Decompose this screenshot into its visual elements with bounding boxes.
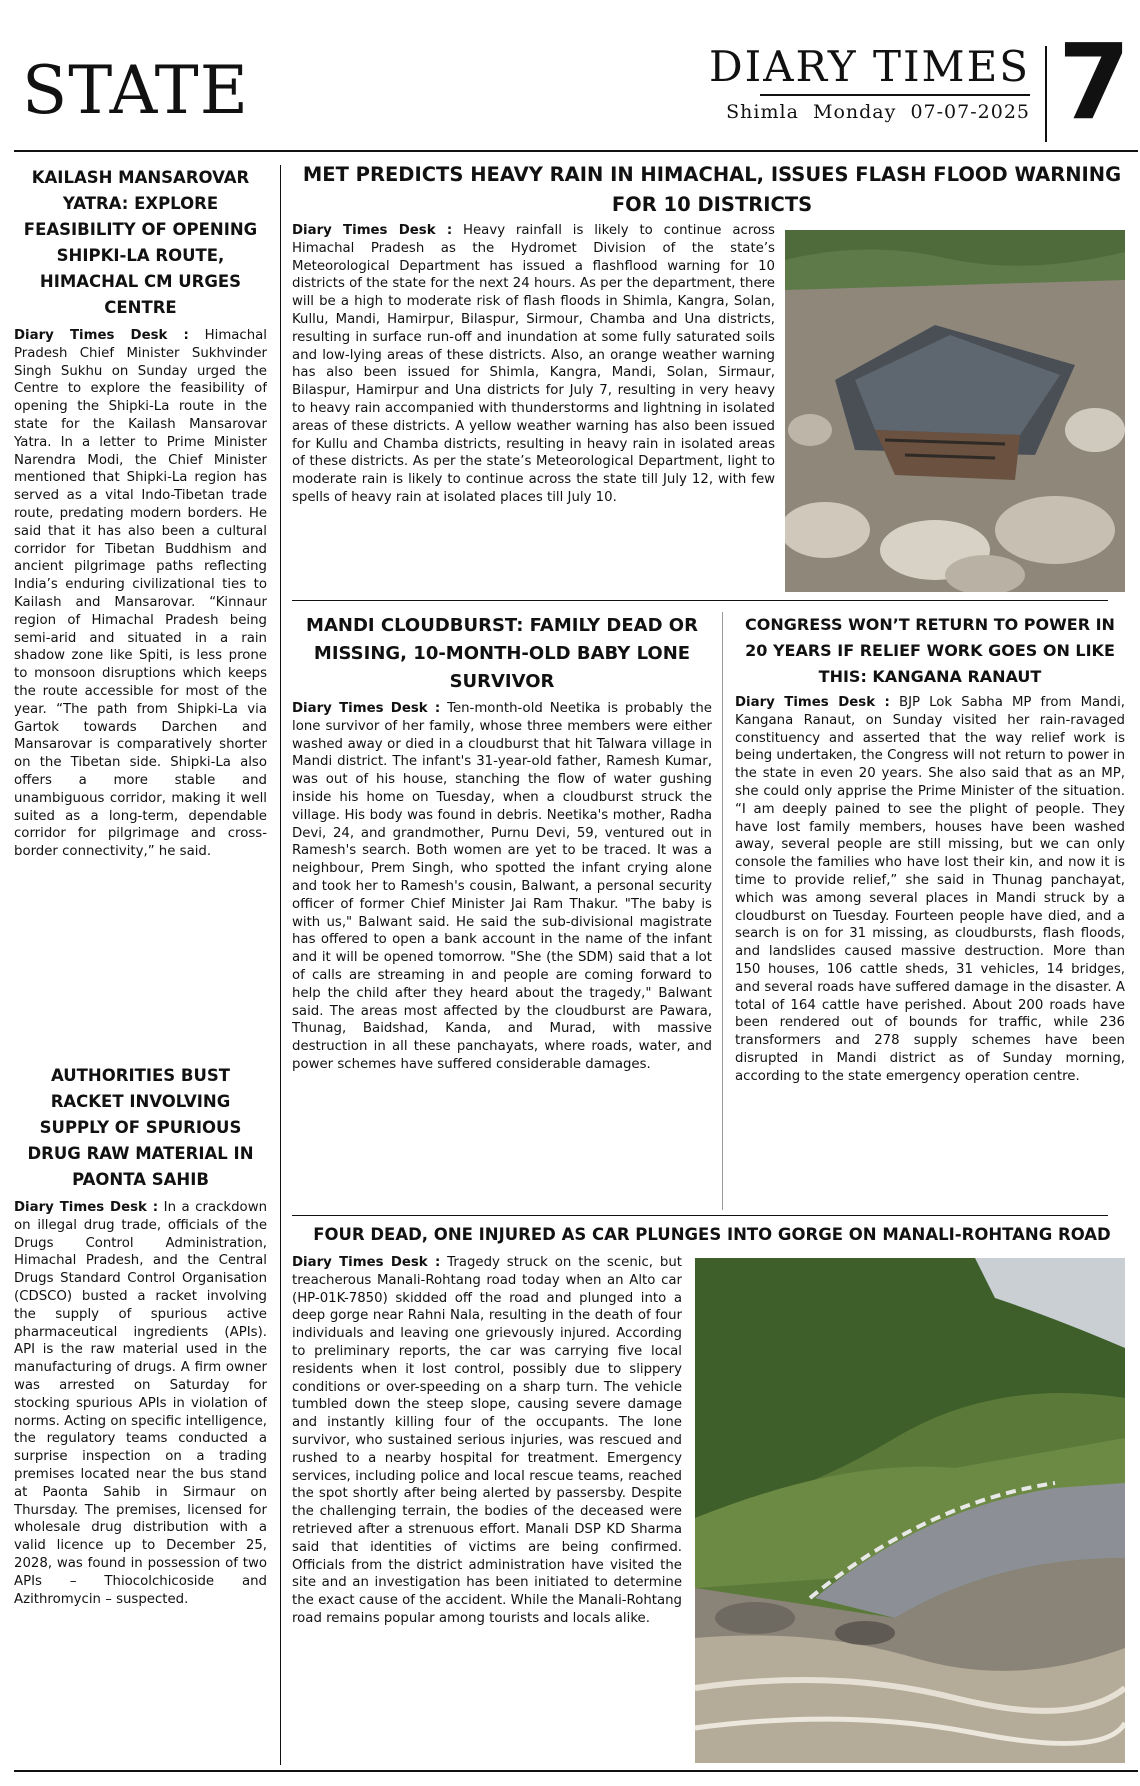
article-text: Tragedy struck on the scenic, but treacherous Manali-Rohtang road today when an Alto car (HP-01K-7850) skidded off the road and plunged into a deep gorge near Rahni Nala, resulting in the death of four individuals and leaving one grievously injured. According to preliminary reports, the car was carrying five local residents when it lost control, possibly due to slippery conditions or over-speeding on a sharp turn. The vehicle tumbled down the steep slope, causing severe damage and instantly killing four of the occupants. The lone survivor, who sustained serious injuries, was rescued and rushed to a nearby hospital for treatment. Emergency services, including police and local rescue teams, reached the spot shortly after being alerted by passersby. Despite the challenging terrain, the bodies of the deceased were retrieved after a strenuous effort. Manali DSP KD Sharma said that identities of victims are being confirmed. Officials from the district administration have visited the site and an investigation has been initiated to determine the exact cause of the accident. While the Manali-Rohtang road remains popular among tourists and locals alike.: [292, 1255, 682, 1626]
article-body: [292, 700, 712, 1074]
byline: Diary Times Desk :: [292, 223, 453, 238]
byline: Diary Times Desk :: [292, 1255, 441, 1270]
headline-met: MET PREDICTS HEAVY RAIN IN HIMACHAL, ISSUES FLASH FLOOD WARNING FOR 10 DISTRICTS: [302, 163, 1122, 216]
headline: KAILASH MANSAROVAR YATRA: EXPLORE FEASIBILITY OF OPENING SHIPKI-LA ROUTE, HIMACHAL CM URGES CENTRE: [23, 168, 258, 317]
article-manali: [292, 1254, 682, 1764]
manali-road-image: [695, 1258, 1125, 1763]
article-body: [292, 222, 775, 507]
article-text: Himachal Pradesh Chief Minister Sukhvinder Singh Sukhu on Sunday urged the Centre to explore the feasibility of opening the Shipki-La route in the state for the Kailash Mansarovar Yatra. In a letter to Prime Minister Narendra Modi, the Chief Minister mentioned that Shipki-La region has served as a vital Indo-Tibetan trade route, predating modern borders. He said that it has also been a cultural corridor for Tibetan Buddhism and ancient pilgrimage paths reflecting India’s enduring civilizational ties to Kailash and Mansarovar. “Kinnaur region of Himachal Pradesh being semi-arid and situated in a rain shadow zone like Spiti, is less prone to monsoon disruptions which keeps the route accessible for most of the year. “The path from Shipki-La via Gartok towards Darchen and Mansarovar is comparatively shorter on the Tibetan side. Shipki-La also offers a more stable and unambiguous corridor, making it well suited as a long-term, dependable corridor for pilgrimage and cross-border connectivity,” he said.: [14, 328, 267, 860]
article-mandi: [292, 612, 712, 1210]
headline: AUTHORITIES BUST RACKET INVOLVING SUPPLY OF SPURIOUS DRUG RAW MATERIAL IN PAONTA SAHIB: [27, 1066, 254, 1189]
article-congress: [735, 612, 1125, 1210]
top-rule: [14, 150, 1138, 152]
collapsed-house-image: [785, 230, 1125, 592]
newspaper-name: DIARY TIMES: [708, 42, 1030, 91]
article-body: [14, 1199, 267, 1608]
issue-date: 07-07-2025: [910, 101, 1030, 123]
column-divider: [280, 165, 281, 1765]
article-body: [292, 1254, 682, 1628]
photo-manali-road: [695, 1258, 1125, 1763]
byline: Diary Times Desk :: [14, 1200, 159, 1215]
headline: MANDI CLOUDBURST: FAMILY DEAD OR MISSING, 10-MONTH-OLD BABY LONE SURVIVOR: [306, 615, 698, 692]
article-drug-racket: [14, 1063, 267, 1768]
byline: Diary Times Desk :: [735, 695, 890, 710]
article-text: Ten-month-old Neetika is probably the lone survivor of her family, whose three members were either washed away or died in a cloudburst that hit Talwara village in Mandi district. The infant's 31-year-old father, Ramesh Kumar, was out of his house, stanching the flow of water gushing inside his home on Tuesday, when a cloudburst struck the village. His body was found in debris. Neetika's mother, Radha Devi, 24, and grandmother, Purnu Devi, 59, ventured out in Ramesh's search. Both women are yet to be traced. It was a neighbour, Prem Singh, who spotted the infant crying alone and took her to Ramesh's cousin, Balwant, a personal security officer of former Chief Minister Jai Ram Thakur. "The baby is with us," Balwant said. He said the sub-divisional magistrate has offered to open a bank account in the name of the infant and it will be opened tomorrow. "She (the SDM) said that a lot of calls are streaming in and people are coming forward to help the child after they heard about the tragedy," Balwant said. The areas most affected by the cloudburst are Pawara, Thunag, Baidshad, Kanda, and Murad, with massive destruction in all these panchayats, where roads, water, and power schemes have suffered considerable damages.: [292, 701, 712, 1072]
byline: Diary Times Desk :: [14, 328, 189, 343]
rule-under-met: [292, 600, 1108, 601]
column-divider-middle: [722, 612, 723, 1210]
bottom-rule: [14, 1770, 1138, 1772]
article-text: In a crackdown on illegal drug trade, officials of the Drugs Control Administration, Himachal Pradesh, and the Central Drugs Standard Control Organisation (CDSCO) busted a racket involving the supply of spurious active pharmaceutical ingredients (APIs). API is the raw material used in the manufacturing of drugs. A firm owner was arrested on Saturday for stocking spurious APIs in violation of norms. Acting on specific intelligence, the regulatory teams conducted a surprise inspection on a trading premises located near the bus stand at Paonta Sahib in Sirmaur on Thursday. The premises, licensed for wholesale drug distribution with a valid licence up to December 25, 2028, was found in possession of two APIs – Thiocolchicoside and Azithromycin – suspected.: [14, 1200, 267, 1607]
headline: CONGRESS WON’T RETURN TO POWER IN 20 YEARS IF RELIEF WORK GOES ON LIKE THIS: KANGANA RANAUT: [745, 615, 1115, 686]
article-met: [292, 222, 775, 594]
brand-underline: [760, 94, 1030, 96]
masthead-brand: [708, 42, 1030, 123]
issue-city: Shimla: [726, 101, 799, 123]
article-text: BJP Lok Sabha MP from Mandi, Kangana Ranaut, on Sunday visited her rain-ravaged constituency and asserted that the way relief work is being undertaken, the Congress will not return to power in the state in even 20 years. She also said that as an MP, she could only apprise the Prime Minister of the situation. “I am deeply pained to see the plight of people. They have lost family members, houses have been washed away, several people are still missing, but we can only console the families who have lost their kin, and now it is time to provide relief,” she said in Thunag panchayat, which was among several places in Mandi struck by a cloudburst on Tuesday. Fourteen people have died, and a search is on for 31 missing, as cloudbursts, flash floods, and landslides caused massive destruction. More than 150 houses, 106 cattle sheds, 31 vehicles, 14 bridges, and several roads have suffered damage in the disaster. A total of 164 cattle have perished. About 200 roads have been rendered out of bounds for traffic, while 236 transformers and 278 supply schemes have been disrupted in Mandi district as of Sunday morning, according to the state emergency operation centre.: [735, 695, 1125, 1084]
section-title: STATE: [22, 52, 249, 129]
article-kailash: [14, 165, 267, 1035]
article-text: Heavy rainfall is likely to continue across Himachal Pradesh as the Hydromet Division of the state’s Meteorological Department has issued a flashflood warning for 10 districts of the state for the next 24 hours. As per the department, there will be a high to moderate risk of flash floods in Shimla, Kangra, Solan, Kullu, Mandi, Hamirpur, Bilaspur, Sirmour, Chamba and Una districts, resulting in surface run-off and inundation at some fully saturated soils and low-lying areas of these districts. Also, an orange weather warning has also been issued for Shimla, Kangra, Mandi, Solan, Sirmaur, Bilaspur, Hamirpur and Una districts for July 7, resulting in very heavy to heavy rain accompanied with thunderstorms and lightning in isolated areas of these districts. A yellow weather warning has also been issued for Kullu and Chamba districts, resulting in heavy rain in isolated areas of these districts. As per the state’s Meteorological Department, light to moderate rain is likely to continue across the state till July 12, with few spells of heavy rain at isolated places till July 10.: [292, 223, 775, 505]
issue-day: Monday: [813, 101, 897, 123]
page-number: 7: [1058, 21, 1131, 143]
issue-info: [709, 101, 1030, 123]
byline: Diary Times Desk :: [292, 701, 441, 716]
masthead-divider: [1045, 46, 1047, 142]
photo-collapsed-house: [785, 230, 1125, 592]
headline-manali: FOUR DEAD, ONE INJURED AS CAR PLUNGES INTO GORGE ON MANALI-ROHTANG ROAD: [313, 1225, 1111, 1244]
rule-above-manali: [292, 1215, 1108, 1216]
article-body: [14, 327, 267, 861]
article-body: [735, 694, 1125, 1086]
